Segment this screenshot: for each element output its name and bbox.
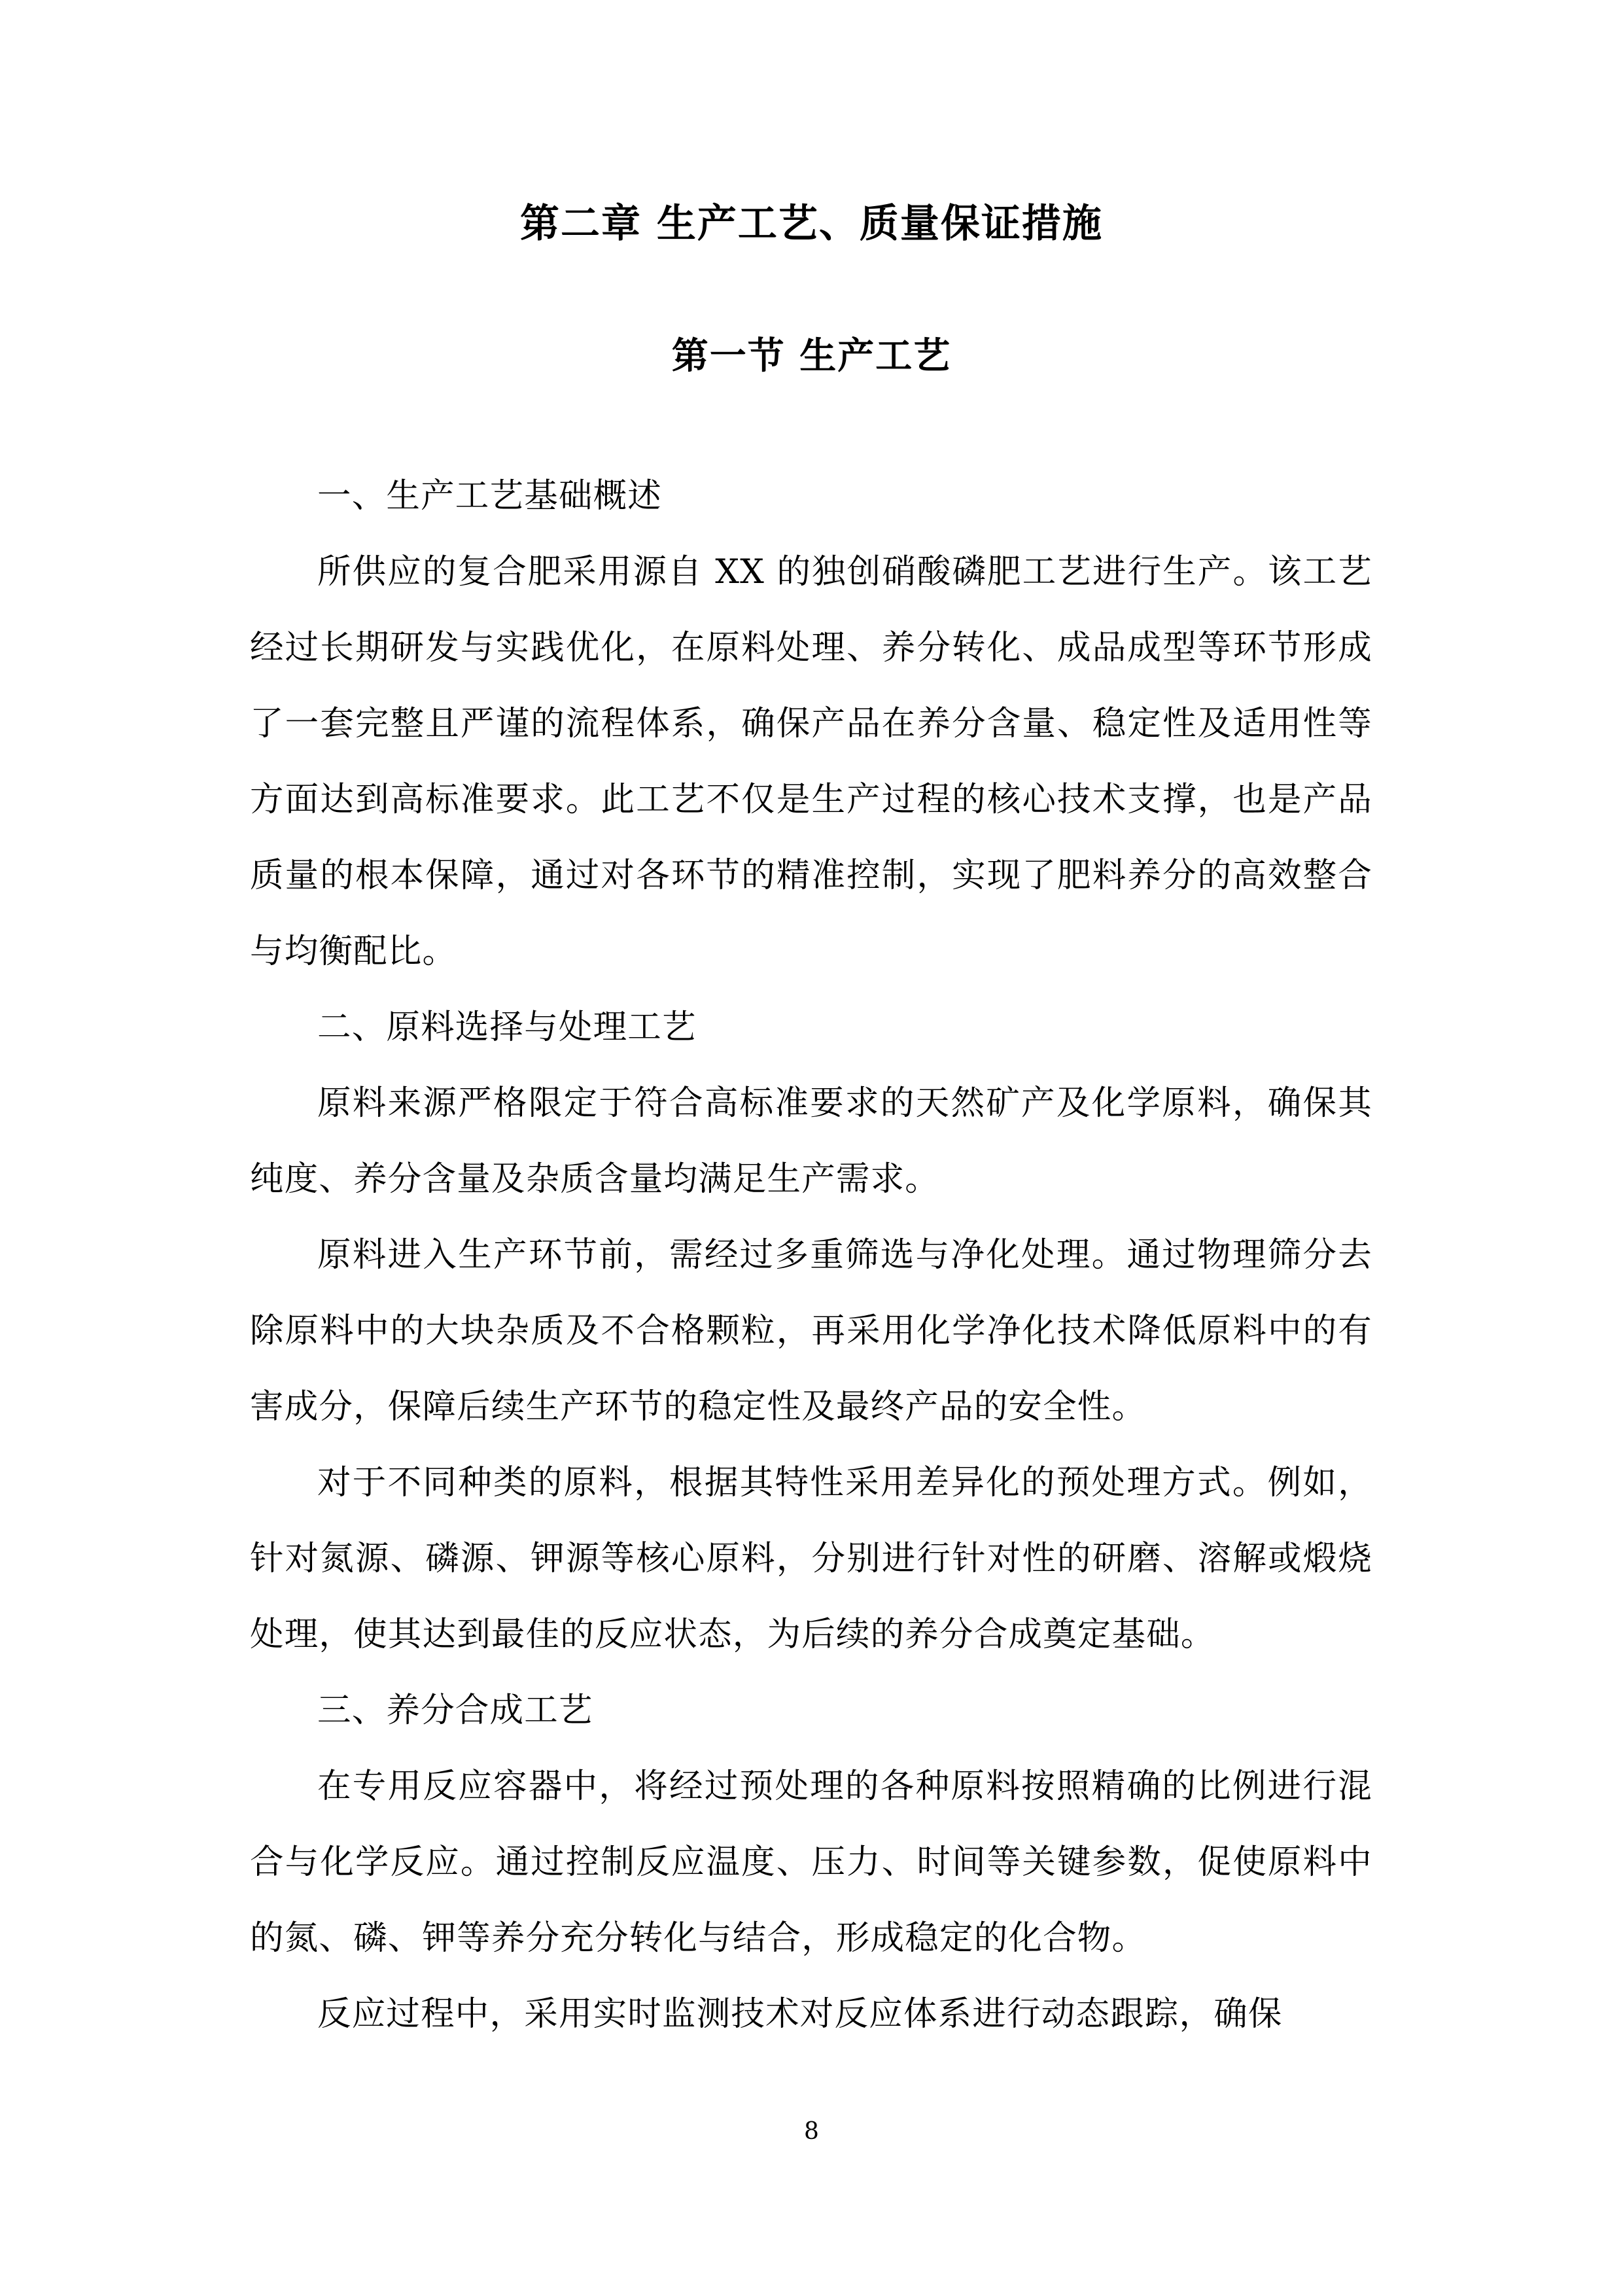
paragraph-overview: 所供应的复合肥采用源自 XX 的独创硝酸磷肥工艺进行生产。该工艺经过长期研发与实践优化，在原料处理、养分转化、成品成型等环节形成了一套完整且严谨的流程体系，确保产品在养分含量、稳定性及适用性等方面达到高标准要求。此工艺不仅是生产过程的核心技术支撑，也是产品质量的根本保障，通过对各环节的精准控制，实现了肥料养分的高效整合与均衡配比。 [250, 552, 1372, 971]
paragraph-raw-material-pretreatment: 对于不同种类的原料，根据其特性采用差异化的预处理方式。例如，针对氮源、磷源、钾源等核心原料，分别进行针对性的研磨、溶解或煅烧处理，使其达到最佳的反应状态，为后续的养分合成奠定基础。 [250, 1463, 1372, 1654]
section-title: 第一节 生产工艺 [671, 335, 952, 378]
subsection-heading-raw-materials: 二、原料选择与处理工艺 [317, 1008, 697, 1047]
paragraph-raw-material-source: 原料来源严格限定于符合高标准要求的天然矿产及化学原料，确保其纯度、养分含量及杂质含量均满足生产需求。 [250, 1084, 1372, 1199]
subsection-heading-overview: 一、生产工艺基础概述 [317, 476, 663, 516]
paragraph-synthesis-monitoring: 反应过程中，采用实时监测技术对反应体系进行动态跟踪，确保 [317, 1994, 1283, 2034]
document-body [250, 458, 1372, 2052]
chapter-title: 第二章 生产工艺、质量保证措施 [520, 201, 1103, 247]
paragraph-raw-material-screening: 原料进入生产环节前，需经过多重筛选与净化处理。通过物理筛分去除原料中的大块杂质及不合格颗粒，再采用化学净化技术降低原料中的有害成分，保障后续生产环节的稳定性及最终产品的安全性。 [250, 1235, 1372, 1426]
subsection-heading-synthesis: 三、养分合成工艺 [317, 1691, 593, 1730]
page-number: 8 [804, 2118, 819, 2145]
paragraph-synthesis-reaction: 在专用反应容器中，将经过预处理的各种原料按照精确的比例进行混合与化学反应。通过控制反应温度、压力、时间等关键参数，促使原料中的氮、磷、钾等养分充分转化与结合，形成稳定的化合物。 [250, 1767, 1372, 1958]
